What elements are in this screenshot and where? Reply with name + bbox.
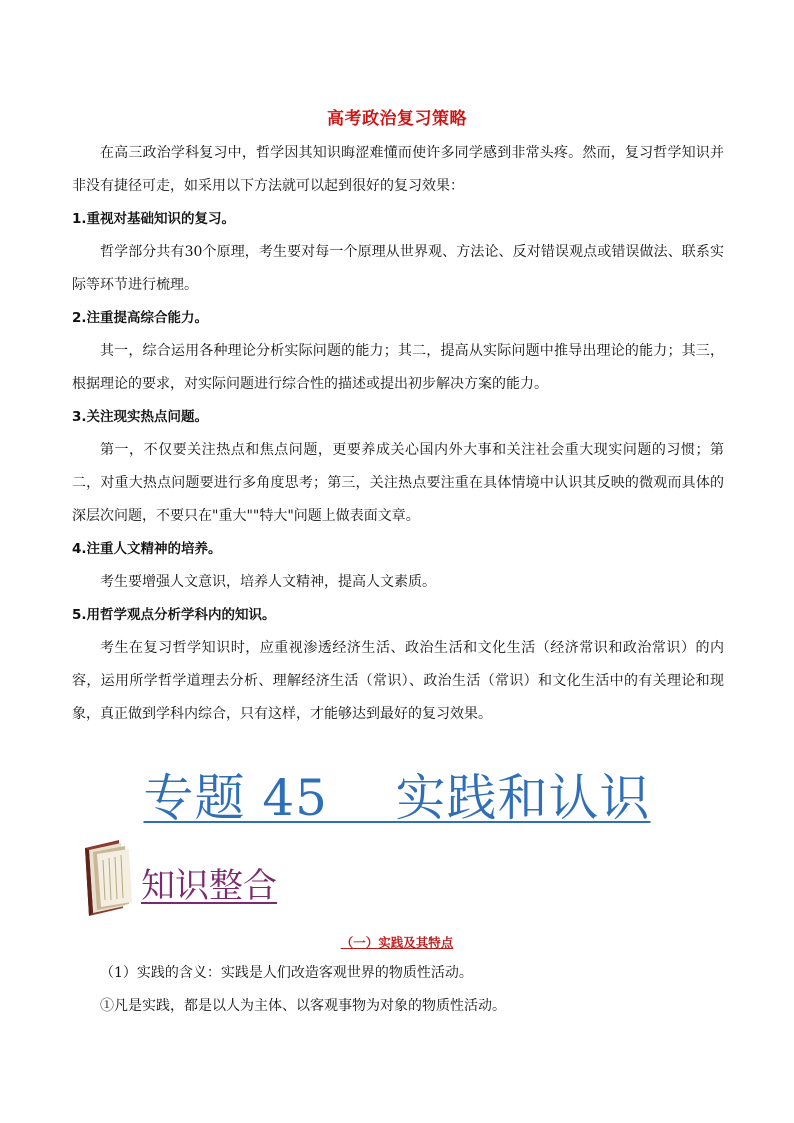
document-title: 高考政治复习策略	[327, 109, 467, 129]
document-body	[72, 137, 724, 731]
topic-title	[0, 758, 794, 830]
section-heading-1: 1.重视对基础知识的复习。	[72, 211, 236, 227]
topic-title-text: 专题 45 实践和认识	[143, 769, 651, 827]
section-text-3: 第一，不仅要关注热点和焦点问题，更要养成关心国内外大事和关注社会重大现实问题的习惯；第二，对重大热点问题要进行多角度思考；第三，关注热点要注重在具体情境中认识其反映的微观而具体的深层次问题，不要只在"重大""特大"问题上做表面文章。	[72, 442, 724, 524]
section-heading-5: 5.用哲学观点分析学科内的知识。	[72, 607, 276, 623]
point-line: ①凡是实践，都是以人为主体、以客观事物为对象的物质性活动。	[100, 998, 506, 1014]
section-heading-4: 4.注重人文精神的培养。	[72, 541, 222, 557]
intro-paragraph: 在高三政治学科复习中，哲学因其知识晦涩难懂而使许多同学感到非常头疼。然而，复习哲学知识并非没有捷径可走，如采用以下方法就可以起到很好的复习效果：	[72, 145, 724, 194]
section-text-1: 哲学部分共有30个原理，考生要对每一个原理从世界观、方法论、反对错误观点或错误做法、联系实际等环节进行梳理。	[72, 244, 724, 293]
book-icon	[79, 838, 135, 916]
section-heading-2: 2.注重提高综合能力。	[72, 310, 209, 326]
section-banner: 知识整合	[141, 866, 277, 906]
definition-line: （1）实践的含义：实践是人们改造客观世界的物质性活动。	[100, 965, 473, 981]
section-heading-3: 3.关注现实热点问题。	[72, 409, 209, 425]
subsection-heading: （一）实践及其特点	[340, 935, 454, 950]
section-text-2: 其一，综合运用各种理论分析实际问题的能力；其二，提高从实际问题中推导出理论的能力；其三，根据理论的要求，对实际问题进行综合性的描述或提出初步解决方案的能力。	[72, 343, 724, 392]
section-text-5: 考生在复习哲学知识时，应重视渗透经济生活、政治生活和文化生活（经济常识和政治常识）的内容，运用所学哲学道理去分析、理解经济生活（常识）、政治生活（常识）和文化生活中的有关理论和现象，真正做到学科内综合，只有这样，才能够达到最好的复习效果。	[72, 640, 724, 722]
section-text-4: 考生要增强人文意识，培养人文精神，提高人文素质。	[100, 574, 436, 590]
